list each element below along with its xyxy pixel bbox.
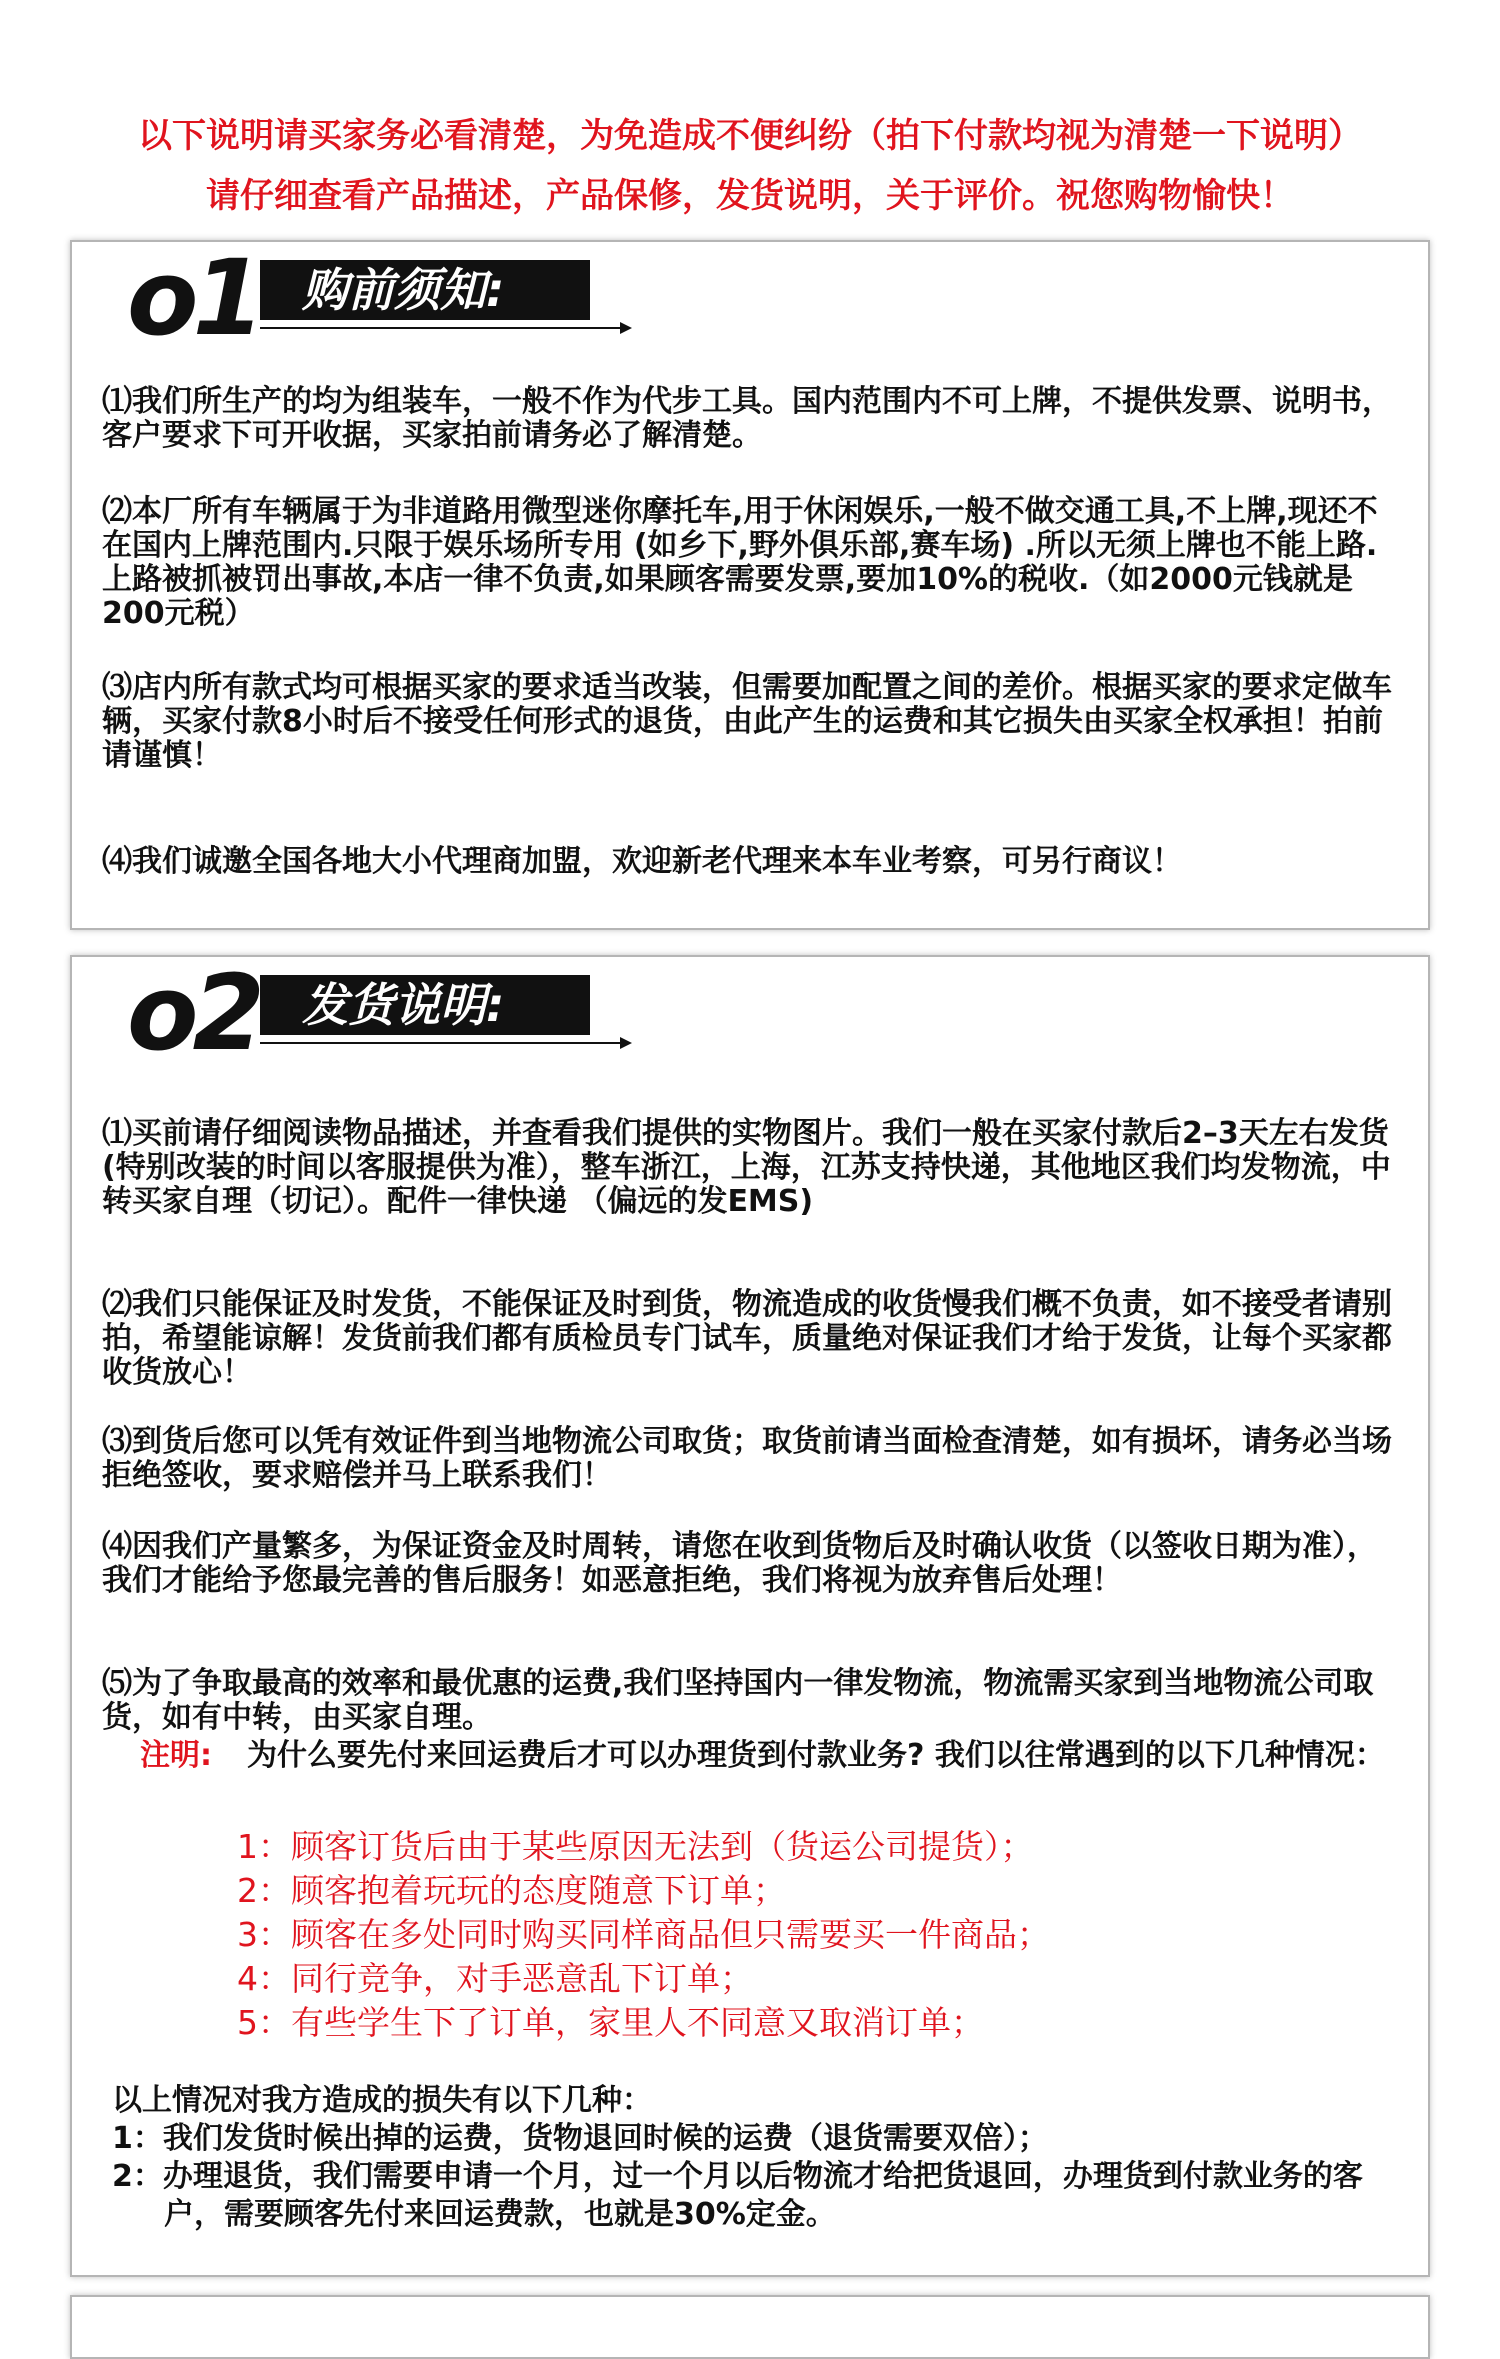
note-text: 为什么要先付来回运费后才可以办理货到付款业务? 我们以往常遇到的以下几种情况： <box>247 1738 1385 1773</box>
list-item: 3：顾客在多处同时购买同样商品但只需要买一件商品； <box>237 1915 1050 1954</box>
list-item: 5：有些学生下了订单，家里人不同意又取消订单； <box>237 2003 984 2042</box>
pre-purchase-item: ⑷我们诚邀全国各地大小代理商加盟，欢迎新老代理来本车业考察，可另行商议！ <box>102 844 1182 879</box>
section-number: o1 <box>127 237 259 359</box>
arrow-icon <box>260 1042 630 1044</box>
note-label: 注明: <box>140 1738 212 1773</box>
shipping-item: ⑷因我们产量繁多，为保证资金及时周转，请您在收到货物后及时确认收货（以签收日期为准），我们才能给予您最完善的售后服务！如恶意拒绝，我们将视为放弃售后处理！ <box>102 1529 1377 1598</box>
pre-purchase-item: ⑶店内所有款式均可根据买家的要求适当改装，但需要加配置之间的差价。根据买家的要求定做车辆，买家付款8小时后不接受任何形式的退货，由此产生的运费和其它损失由买家全权承担！拍前请谨慎！ <box>102 670 1392 773</box>
loss-list <box>112 2120 1402 2234</box>
list-item: 1：顾客订货后由于某些原因无法到（货运公司提货）； <box>237 1827 1034 1866</box>
section-number: o2 <box>127 952 259 1074</box>
list-item: 4：同行竞争，对手恶意乱下订单； <box>237 1959 753 1998</box>
notice-line-1: 以下说明请买家务必看清楚，为免造成不便纠纷（拍下付款均视为清楚一下说明） <box>138 116 1362 156</box>
section-title: 购前须知: <box>260 260 590 320</box>
list-item: 1：我们发货时候出掉的运费，货物退回时候的运费（退货需要双倍）； <box>112 2121 1048 2156</box>
loss-title: 以上情况对我方造成的损失有以下几种： <box>112 2083 652 2118</box>
next-panel <box>70 2295 1430 2359</box>
shipping-item: ⑶到货后您可以凭有效证件到当地物流公司取货；取货前请当面检查清楚，如有损坏，请务必当场拒绝签收，要求赔偿并马上联系我们！ <box>102 1424 1392 1493</box>
pre-purchase-item: ⑴我们所生产的均为组装车，一般不作为代步工具。国内范围内不可上牌，不提供发票、说明书， 客户要求下可开收据，买家拍前请务必了解清楚。 <box>102 384 1392 453</box>
shipping-item: ⑵我们只能保证及时发货，不能保证及时到货，物流造成的收货慢我们概不负责，如不接受者请别拍，希望能谅解！发货前我们都有质检员专门试车，质量绝对保证我们才给于发货，让每个买家都收货放心！ <box>102 1287 1392 1390</box>
pre-purchase-panel <box>70 237 1430 930</box>
list-item: 2：顾客抱着玩玩的态度随意下订单； <box>237 1871 786 1910</box>
list-item: 2：办理退货，我们需要申请一个月，过一个月以后物流才给把货退回，办理货到付款业务的客户，需要顾客先付来回运费款，也就是30%定金。 <box>112 2159 1363 2232</box>
shipping-item: ⑸为了争取最高的效率和最优惠的运费,我们坚持国内一律发物流，物流需买家到当地物流公司取货，如有中转，由买家自理。 <box>102 1666 1374 1735</box>
case-list <box>237 1825 1050 2045</box>
shipping-panel <box>70 952 1430 2277</box>
notice-line-2: 请仔细查看产品描述，产品保修，发货说明，关于评价。祝您购物愉快！ <box>206 176 1294 216</box>
pre-purchase-item: ⑵本厂所有车辆属于为非道路用微型迷你摩托车,用于休闲娱乐,一般不做交通工具,不上牌,现还不在国内上牌范围内.只限于娱乐场所专用 (如乡下,野外俱乐部,赛车场) .所以无须上牌也不能上路.上路被抓被罚出事故,本店一律不负责,如果顾客需要发票,要加10%的税收.（如2000元钱就是200元税） <box>102 494 1378 631</box>
arrow-icon <box>260 327 630 329</box>
section-title: 发货说明: <box>260 975 590 1035</box>
shipping-item: ⑴买前请仔细阅读物品描述，并查看我们提供的实物图片。我们一般在买家付款后2–3天左右发货(特别改装的时间以客服提供为准），整车浙江，上海，江苏支持快递，其他地区我们均发物流，中转买家自理（切记）。配件一律快递 （偏远的发EMS) <box>102 1116 1391 1219</box>
